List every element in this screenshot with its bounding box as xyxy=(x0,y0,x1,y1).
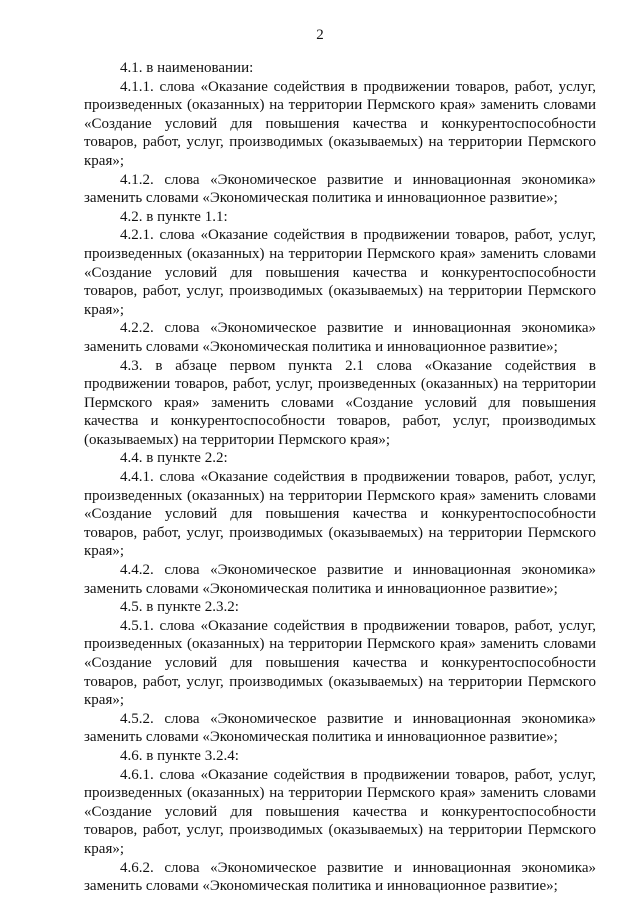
paragraph-4-5-1: 4.5.1. слова «Оказание содействия в продвижении товаров, работ, услуг, произведенных (оказанных) на территории Пермского края» заменить словами «Создание условий для повышения качества и конкурентоспособности товаров, работ, услуг, производимых (оказываемых) на территории Пермского края»; xyxy=(84,617,596,709)
paragraph-4-1-1: 4.1.1. слова «Оказание содействия в продвижении товаров, работ, услуг, произведенных (оказанных) на территории Пермского края» заменить словами «Создание условий для повышения качества и конкурентоспособности товаров, работ, услуг, производимых (оказываемых) на территории Пермского края»; xyxy=(84,78,596,169)
page-number: 2 xyxy=(316,27,324,43)
paragraph-4-4-2: 4.4.2. слова «Экономическое развитие и инновационная экономика» заменить словами «Экономическая политика и инновационное развитие»; xyxy=(84,562,596,597)
paragraph-4-6-1: 4.6.1. слова «Оказание содействия в продвижении товаров, работ, услуг, произведенных (оказанных) на территории Пермского края» заменить словами «Создание условий для повышения качества и конкурентоспособности товаров, работ, услуг, производимых (оказываемых) на территории Пермского края»; xyxy=(84,766,596,857)
paragraph-4-1: 4.1. в наименовании: xyxy=(120,60,254,76)
paragraph-4-2-2: 4.2.2. слова «Экономическое развитие и инновационная экономика» заменить словами «Экономическая политика и инновационное развитие»; xyxy=(84,320,596,355)
paragraph-4-2-1: 4.2.1. слова «Оказание содействия в продвижении товаров, работ, услуг, произведенных (оказанных) на территории Пермского края» заменить словами «Создание условий для повышения качества и конкурентоспособности товаров, работ, услуг, производимых (оказываемых) на территории Пермского края»; xyxy=(84,227,596,318)
document-body xyxy=(84,59,596,896)
paragraph-4-6-2: 4.6.2. слова «Экономическое развитие и инновационная экономика» заменить словами «Экономическая политика и инновационное развитие»; xyxy=(84,859,596,895)
paragraph-4-5: 4.5. в пункте 2.3.2: xyxy=(120,599,239,616)
paragraph-4-4: 4.4. в пункте 2.2: xyxy=(120,450,228,467)
paragraph-4-5-2: 4.5.2. слова «Экономическое развитие и инновационная экономика» заменить словами «Экономическая политика и инновационное развитие»; xyxy=(84,710,596,746)
paragraph-4-3: 4.3. в абзаце первом пункта 2.1 слова «Оказание содействия в продвижении товаров, работ, услуг, произведенных (оказанных) на территории Пермского края» заменить словами «Создание условий для повышения качества и конкурентоспособности товаров, работ, услуг, производимых (оказываемых) на территории Пермского края»; xyxy=(84,357,596,448)
paragraph-4-2: 4.2. в пункте 1.1: xyxy=(120,208,228,225)
paragraph-4-1-2: 4.1.2. слова «Экономическое развитие и инновационная экономика» заменить словами «Экономическая политика и инновационное развитие»; xyxy=(84,171,596,207)
paragraph-4-6: 4.6. в пункте 3.2.4: xyxy=(120,747,239,764)
paragraph-4-4-1: 4.4.1. слова «Оказание содействия в продвижении товаров, работ, услуг, произведенных (оказанных) на территории Пермского края» заменить словами «Создание условий для повышения качества и конкурентоспособности товаров, работ, услуг, производимых (оказываемых) на территории Пермского края»; xyxy=(84,469,596,560)
